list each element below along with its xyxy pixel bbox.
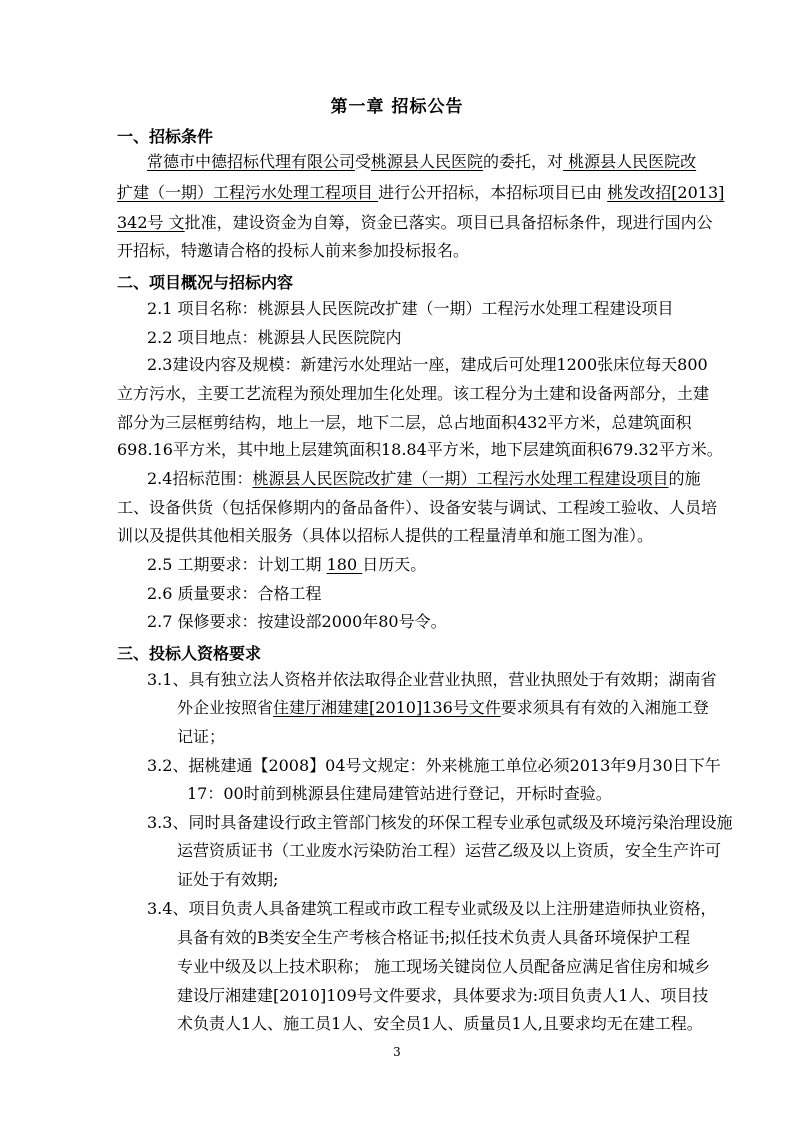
qualification-line: 3.1、具有独立法人资格并依法取得企业营业执照，营业执照处于有效期；湖南省 — [147, 670, 717, 689]
qualification-line: 17：00时前到桃源县住建局建管站进行登记，开标时查验。 — [187, 784, 612, 803]
item-bid-range-line: 2.4招标范围：桃源县人民医院改扩建（一期）工程污水处理工程建设项目的施 — [147, 469, 701, 488]
item-scope-line: 立方污水，主要工艺流程为预处理加生化处理。该工程分为土建和设备两部分，土建 — [117, 384, 710, 403]
qualification-line: 建设厅湘建建[2010]109号文件要求，具体要求为:项目负责人1人、项目技 — [177, 986, 709, 1005]
paragraph-line: 342号 文批准，建设资金为自筹，资金已落实。项目已具备招标条件，现进行国内公 — [117, 213, 713, 232]
qualification-line: 术负责人1人、施工员1人、安全员1人、质量员1人,且要求均无在建工程。 — [177, 1014, 703, 1033]
qualification-line: 具备有效的B类安全生产考核合格证书;拟任技术负责人具备环境保护工程 — [177, 928, 691, 947]
qualification-line: 3.3、同时具备建设行政主管部门核发的环保工程专业承包贰级及环境污染治理设施 — [147, 813, 733, 832]
paragraph-line: 开招标，特邀请合格的投标人前来参加投标报名。 — [117, 241, 470, 260]
section-heading-3: 三、投标人资格要求 — [117, 644, 262, 663]
chapter-title: 第一章 招标公告 — [330, 97, 464, 117]
item-quality: 2.6 质量要求：合格工程 — [147, 584, 322, 603]
section-heading-2: 二、项目概况与招标内容 — [117, 273, 294, 292]
qualification-line: 外企业按照省住建厅湘建建[2010]136号文件要求须具有有效的入湘施工登 — [177, 698, 709, 717]
item-project-name: 2.1 项目名称：桃源县人民医院改扩建（一期）工程污水处理工程建设项目 — [147, 299, 674, 318]
qualification-line: 运营资质证书（工业废水污染防治工程）运营乙级及以上资质，安全生产许可 — [177, 841, 722, 860]
page-number: 3 — [393, 1045, 401, 1059]
item-scope-line: 2.3建设内容及规模：新建污水处理站一座，建成后可处理1200张床位每天800 — [147, 355, 708, 374]
qualification-line: 专业中级及以上技术职称； 施工现场关键岗位人员配备应满足省住房和城乡 — [177, 957, 711, 976]
item-bid-range-line: 训以及提供其他相关服务（具体以招标人提供的工程量清单和施工图为准）。 — [117, 526, 654, 545]
qualification-line: 3.2、据桃建通【2008】04号文规定：外来桃施工单位必须2013年9月30日下午 — [147, 756, 721, 775]
qualification-line: 证处于有效期; — [177, 870, 279, 889]
item-bid-range-line: 工、设备供货（包括保修期内的备品备件）、设备安装与调试、工程竣工验收、人员培 — [117, 498, 718, 517]
item-project-location: 2.2 项目地点：桃源县人民医院院内 — [147, 328, 402, 347]
item-duration: 2.5 工期要求：计划工期 180 日历天。 — [147, 555, 427, 574]
item-warranty: 2.7 保修要求：按建设部2000年80号令。 — [147, 612, 447, 631]
paragraph-line: 扩建（一期）工程污水处理工程项目 进行公开招标，本招标项目已由 桃发改招[2013] — [117, 183, 725, 202]
item-scope-line: 部分为三层框剪结构，地上一层，地下二层，总占地面积432平方米，总建筑面积 — [117, 413, 692, 432]
section-heading-1: 一、招标条件 — [117, 127, 214, 146]
qualification-line: 记证； — [177, 727, 226, 746]
item-scope-line: 698.16平方米，其中地上层建筑面积18.84平方米，地下层建筑面积679.32平方米。 — [117, 440, 723, 459]
qualification-line: 3.4、项目负责人具备建筑工程或市政工程专业贰级及以上注册建造师执业资格， — [147, 899, 717, 918]
paragraph-line: 常德市中德招标代理有限公司受桃源县人民医院的委托，对 桃源县人民医院改 — [147, 152, 697, 171]
